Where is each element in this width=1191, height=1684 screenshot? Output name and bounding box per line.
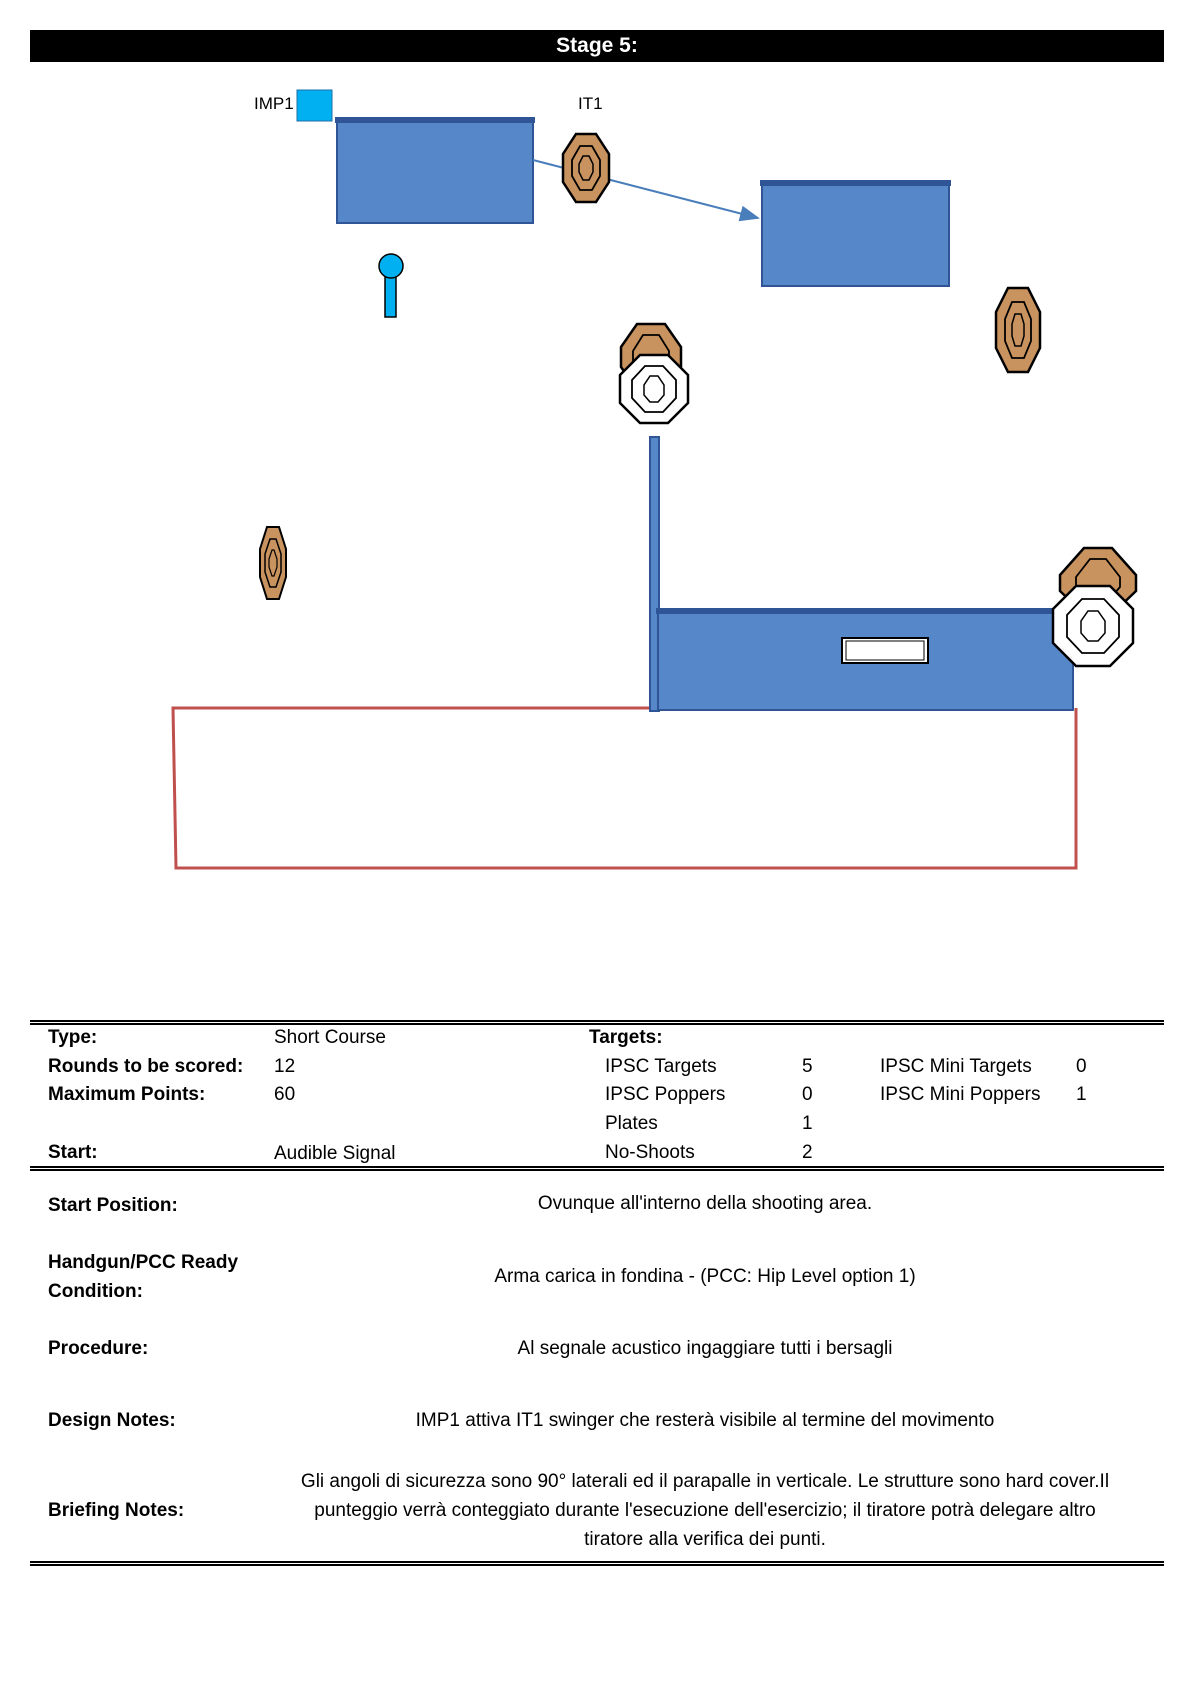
mini-target-count: 0: [1076, 1056, 1087, 1077]
ready-condition-label-2: Condition:: [48, 1281, 143, 1302]
max-points-value: 60: [274, 1084, 296, 1105]
design-notes-value: IMP1 attiva IT1 swinger che resterà visibile al termine del movimento: [415, 1410, 995, 1431]
type-value: Short Course: [274, 1027, 386, 1048]
no-shoot-bottom-right: [1053, 586, 1133, 666]
start-position-value: Ovunque all'interno della shooting area.: [537, 1193, 873, 1214]
steel-plate: [842, 638, 928, 663]
target-count: 2: [802, 1142, 813, 1163]
summary-bottom-rule: [30, 1166, 1164, 1171]
mini-target-count: 1: [1076, 1084, 1087, 1105]
mini-target-name: IPSC Mini Targets: [880, 1056, 1032, 1077]
max-points-label: Maximum Points:: [48, 1084, 206, 1105]
start-label: Start:: [48, 1142, 98, 1163]
barricade-wall-2: [762, 183, 949, 286]
it1-swinger-target: [563, 134, 609, 202]
summary-top-rule: [30, 1020, 1164, 1025]
target-count: 1: [802, 1113, 813, 1134]
it1-label: IT1: [578, 94, 603, 113]
target-name: Plates: [605, 1113, 658, 1134]
page-bottom-rule: [30, 1561, 1164, 1566]
ready-condition-value: Arma carica in fondina - (PCC: Hip Level option 1): [494, 1266, 916, 1287]
type-label: Type:: [48, 1027, 98, 1048]
briefing-notes-line-2: punteggio verrà conteggiato durante l'esecuzione dell'esercizio; il tiratore potrà delegare altro: [314, 1500, 1096, 1521]
briefing-notes-line-1: Gli angoli di sicurezza sono 90° laterali ed il parapalle in verticale. Le strutture sono hard cover.Il: [300, 1471, 1110, 1492]
briefing-notes-label: Briefing Notes:: [48, 1500, 185, 1521]
mini-popper: [379, 254, 403, 317]
target-count: 5: [802, 1056, 813, 1077]
design-notes-label: Design Notes:: [48, 1410, 176, 1431]
mini-target-name: IPSC Mini Poppers: [880, 1084, 1041, 1105]
ready-condition-label-1: Handgun/PCC Ready: [48, 1252, 239, 1273]
shooting-area-fault-line: [173, 708, 1076, 868]
target-name: IPSC Targets: [605, 1056, 717, 1077]
start-position-label: Start Position:: [48, 1195, 178, 1216]
briefing-notes-line-3: tiratore alla verifica dei punti.: [584, 1529, 826, 1550]
barricade-wall-1: [337, 120, 533, 223]
procedure-value: Al segnale acustico ingaggiare tutti i bersagli: [517, 1338, 893, 1359]
rounds-label: Rounds to be scored:: [48, 1056, 244, 1077]
target-count: 0: [802, 1084, 813, 1105]
start-value: Audible Signal: [274, 1143, 396, 1164]
imp1-activator: [297, 90, 332, 121]
rounds-value: 12: [274, 1056, 296, 1077]
paper-target-left: [260, 527, 286, 599]
targets-label: Targets:: [589, 1027, 663, 1048]
paper-target-right: [996, 288, 1040, 372]
target-name: IPSC Poppers: [605, 1084, 726, 1105]
procedure-label: Procedure:: [48, 1338, 149, 1359]
imp1-label: IMP1: [254, 94, 294, 113]
stage-title: Stage 5:: [30, 30, 1164, 62]
target-name: No-Shoots: [605, 1142, 695, 1163]
no-shoot-center: [620, 355, 688, 423]
